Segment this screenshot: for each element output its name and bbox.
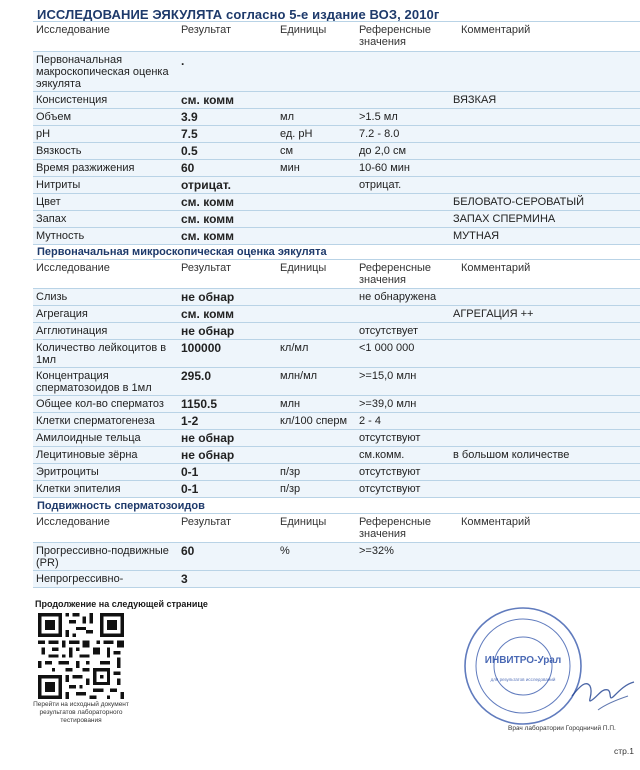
stamp-text: ИНВИТРО-Урал bbox=[484, 655, 562, 666]
row-result: см. комм bbox=[181, 212, 234, 226]
header-reference: Референсные значения bbox=[359, 262, 432, 286]
row-result: 1-2 bbox=[181, 414, 199, 428]
table-row bbox=[33, 52, 640, 92]
row-test: pH bbox=[36, 128, 51, 140]
row-result: не обнар bbox=[181, 431, 235, 445]
row-reference: 2 - 4 bbox=[359, 415, 382, 427]
row-result: см. комм bbox=[181, 93, 234, 107]
row-reference: >=39,0 млн bbox=[359, 398, 417, 410]
row-test: Вязкость bbox=[36, 145, 82, 157]
row-units: п/зр bbox=[280, 466, 301, 478]
row-test: Нитриты bbox=[36, 179, 81, 191]
row-test: Амилоидные тельца bbox=[36, 432, 141, 444]
header-units: Единицы bbox=[280, 24, 327, 36]
row-result: 0-1 bbox=[181, 465, 199, 479]
row-reference: не обнаружена bbox=[359, 291, 437, 303]
row-reference: 10-60 мин bbox=[359, 162, 410, 174]
header-comment: Комментарий bbox=[461, 516, 531, 528]
table-row bbox=[33, 323, 640, 340]
row-test: Мутность bbox=[36, 230, 85, 242]
continue-note: Продолжение на следующей странице bbox=[35, 599, 208, 609]
row-reference: отсутствуют bbox=[359, 483, 421, 495]
row-result: 60 bbox=[181, 161, 195, 175]
row-test: Клетки сперматогенеза bbox=[36, 415, 155, 427]
row-reference: отсутствуют bbox=[359, 432, 421, 444]
row-reference: до 2,0 см bbox=[359, 145, 407, 157]
doctor-signature-label: Врач лаборатории Городничий П.П. bbox=[508, 725, 616, 732]
row-test: Объем bbox=[36, 111, 72, 123]
table-row bbox=[33, 447, 640, 464]
row-result: см. комм bbox=[181, 195, 234, 209]
row-test: Агрегация bbox=[36, 308, 88, 320]
table-row bbox=[33, 177, 640, 194]
row-test: Клетки эпителия bbox=[36, 483, 121, 495]
row-result: не обнар bbox=[181, 290, 235, 304]
stamp-subtext: для результатов исследований bbox=[490, 677, 556, 682]
row-result: 1150.5 bbox=[181, 397, 218, 411]
header-reference: Референсные значения bbox=[359, 24, 432, 48]
header-result: Результат bbox=[181, 516, 232, 528]
signature bbox=[568, 666, 640, 722]
row-test: Концентрация сперматозоидов в 1мл bbox=[36, 370, 152, 394]
header-reference: Референсные значения bbox=[359, 516, 432, 540]
row-units: кл/мл bbox=[280, 342, 309, 354]
page-number: стр.1 bbox=[614, 746, 634, 756]
row-result: . bbox=[181, 54, 185, 68]
laboratory-stamp bbox=[462, 605, 584, 727]
report-title: ИССЛЕДОВАНИЕ ЭЯКУЛЯТА согласно 5-е издание ВОЗ, 2010г bbox=[37, 7, 440, 22]
header-result: Результат bbox=[181, 24, 232, 36]
table-row bbox=[33, 228, 640, 245]
table-row bbox=[33, 306, 640, 323]
row-comment: в большом количестве bbox=[453, 449, 570, 461]
qr-code[interactable] bbox=[38, 613, 124, 699]
row-units: млн/мл bbox=[280, 370, 318, 382]
row-result: 60 bbox=[181, 544, 195, 558]
row-units: п/зр bbox=[280, 483, 301, 495]
row-test: Запах bbox=[36, 213, 67, 225]
header-test: Исследование bbox=[36, 262, 110, 274]
qr-caption: Перейти на исходный документ результатов лабораторного тестирования bbox=[33, 701, 129, 724]
row-result: 7.5 bbox=[181, 127, 198, 141]
table-row bbox=[33, 481, 640, 498]
header-test: Исследование bbox=[36, 516, 110, 528]
row-result: 0-1 bbox=[181, 482, 199, 496]
table-row bbox=[33, 340, 640, 368]
row-reference: <1 000 000 bbox=[359, 342, 415, 354]
table-row bbox=[33, 160, 640, 177]
row-test: Первоначальная макроскопическая оценка эякулята bbox=[36, 54, 169, 90]
header-comment: Комментарий bbox=[461, 24, 531, 36]
table-row bbox=[33, 289, 640, 306]
table-row bbox=[33, 126, 640, 143]
row-result: см. комм bbox=[181, 307, 234, 321]
row-test: Эритроциты bbox=[36, 466, 99, 478]
row-comment: ЗАПАХ СПЕРМИНА bbox=[453, 213, 556, 225]
row-units: мл bbox=[280, 111, 294, 123]
row-result: не обнар bbox=[181, 324, 235, 338]
row-result: 0.5 bbox=[181, 144, 198, 158]
table-row bbox=[33, 194, 640, 211]
row-test: Время разжижения bbox=[36, 162, 135, 174]
table-row bbox=[33, 571, 640, 588]
row-comment: БЕЛОВАТО-СЕРОВАТЫЙ bbox=[453, 196, 584, 208]
row-test: Прогрессивно-подвижные (PR) bbox=[36, 545, 169, 569]
row-result: отрицат. bbox=[181, 178, 231, 192]
row-result: см. комм bbox=[181, 229, 234, 243]
table-row bbox=[33, 92, 640, 109]
row-result: 100000 bbox=[181, 341, 222, 355]
table-header bbox=[33, 22, 640, 52]
row-units: ед. pH bbox=[280, 128, 313, 140]
row-result: 3.9 bbox=[181, 110, 198, 124]
row-comment: АГРЕГАЦИЯ ++ bbox=[453, 308, 534, 320]
section-title: Первоначальная микроскопическая оценка эякулята bbox=[37, 246, 327, 258]
row-units: % bbox=[280, 545, 290, 557]
header-comment: Комментарий bbox=[461, 262, 531, 274]
row-reference: >=15,0 млн bbox=[359, 370, 417, 382]
row-test: Непрогрессивно- bbox=[36, 573, 124, 585]
header-units: Единицы bbox=[280, 262, 327, 274]
table-row bbox=[33, 143, 640, 160]
header-units: Единицы bbox=[280, 516, 327, 528]
row-test: Общее кол-во сперматоз bbox=[36, 398, 164, 410]
table-row bbox=[33, 211, 640, 228]
row-reference: отрицат. bbox=[359, 179, 402, 191]
row-reference: отсутствует bbox=[359, 325, 419, 337]
row-reference: >1.5 мл bbox=[359, 111, 398, 123]
table-row bbox=[33, 413, 640, 430]
table-row bbox=[33, 368, 640, 396]
row-comment: ВЯЗКАЯ bbox=[453, 94, 497, 106]
row-units: мин bbox=[280, 162, 300, 174]
row-units: кл/100 сперм bbox=[280, 415, 348, 427]
section-title: Подвижность сперматозоидов bbox=[37, 500, 205, 512]
row-reference: >=32% bbox=[359, 545, 394, 557]
row-units: млн bbox=[280, 398, 301, 410]
row-reference: см.комм. bbox=[359, 449, 405, 461]
row-test: Цвет bbox=[36, 196, 61, 208]
row-test: Количество лейкоцитов в 1мл bbox=[36, 342, 167, 366]
row-test: Лецитиновые зёрна bbox=[36, 449, 138, 461]
row-comment: МУТНАЯ bbox=[453, 230, 500, 242]
header-test: Исследование bbox=[36, 24, 110, 36]
row-test: Консистенция bbox=[36, 94, 108, 106]
table-header bbox=[33, 514, 640, 543]
table-row bbox=[33, 430, 640, 447]
table-row bbox=[33, 543, 640, 571]
row-reference: 7.2 - 8.0 bbox=[359, 128, 400, 140]
row-result: 3 bbox=[181, 572, 188, 586]
row-test: Слизь bbox=[36, 291, 68, 303]
table-row bbox=[33, 464, 640, 481]
table-row bbox=[33, 109, 640, 126]
row-reference: отсутствуют bbox=[359, 466, 421, 478]
row-result: не обнар bbox=[181, 448, 235, 462]
row-units: см bbox=[280, 145, 294, 157]
row-result: 295.0 bbox=[181, 369, 212, 383]
table-header bbox=[33, 260, 640, 289]
header-result: Результат bbox=[181, 262, 232, 274]
table-row bbox=[33, 396, 640, 413]
row-test: Агглютинация bbox=[36, 325, 108, 337]
